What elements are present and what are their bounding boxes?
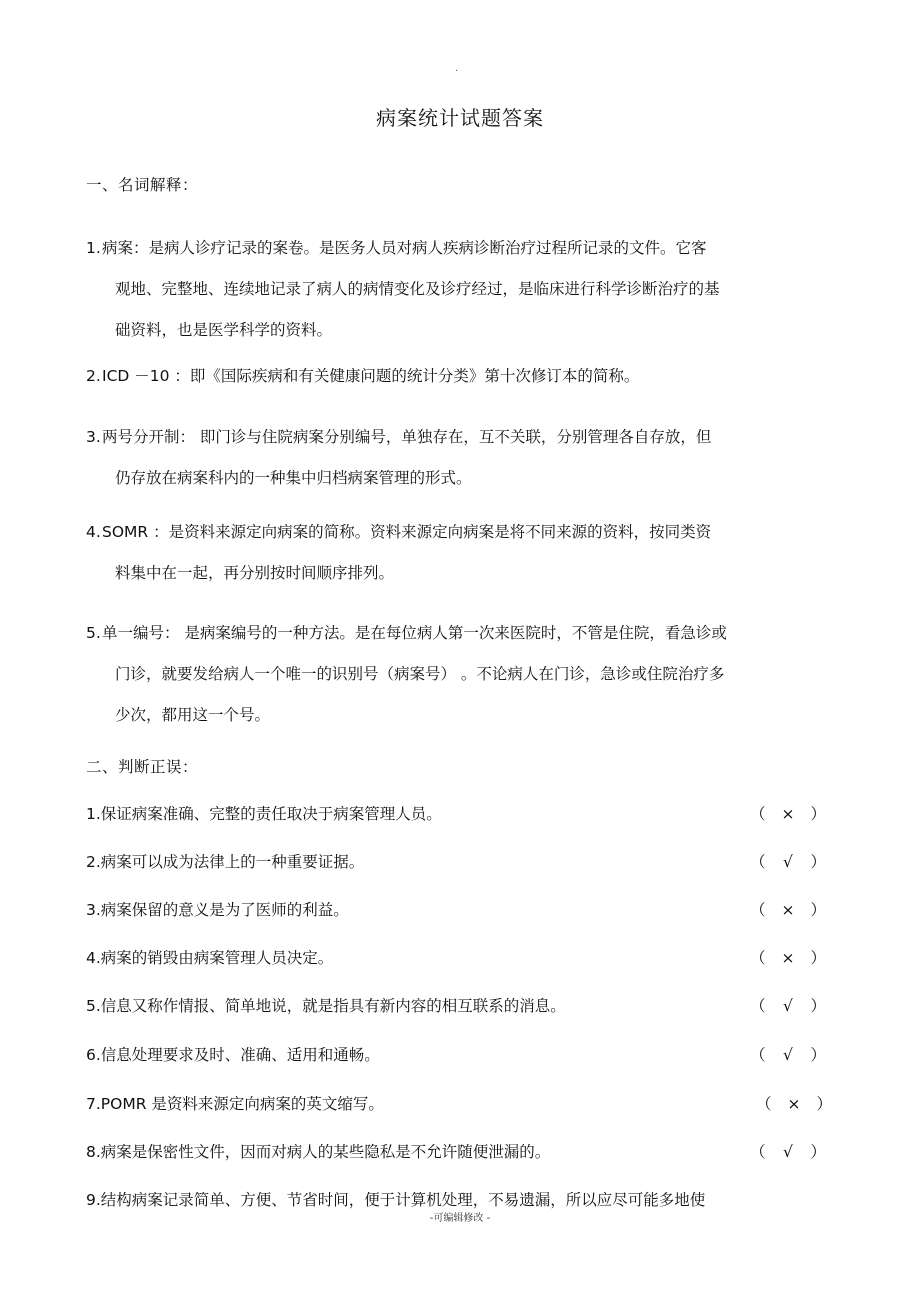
check-mark-icon: √ <box>783 853 793 871</box>
open-paren: （ <box>750 1046 766 1064</box>
true-false-item-7 <box>86 1090 836 1118</box>
header-dot: . <box>455 63 459 74</box>
answer-mark <box>750 1138 826 1166</box>
definition-item-5 <box>86 613 811 736</box>
item-continuation: 仍存放在病案科内的一种集中归档病案管理的形式。 <box>115 469 472 487</box>
item-number: 3. <box>86 901 101 919</box>
item-continuation: 观地、完整地、连续地记录了病人的病情变化及诊疗经过，是临床进行科学诊断治疗的基 <box>115 280 720 298</box>
item-number: 9. <box>86 1191 101 1209</box>
answer-mark <box>756 1090 832 1118</box>
answer-mark <box>750 1041 826 1069</box>
item-text-wrap <box>86 944 333 972</box>
close-paren: ） <box>810 949 826 967</box>
page-title: 病案统计试题答案 <box>376 106 544 130</box>
item-statement: 结构病案记录简单、方便、节省时间，便于计算机处理，不易遗漏，所以应尽可能多地使 <box>100 1191 706 1209</box>
true-false-item-3 <box>86 896 836 924</box>
true-false-item-1 <box>86 800 836 828</box>
definition-item-3 <box>86 417 811 499</box>
item-text: 两号分开制： 即门诊与住院病案分别编号，单独存在，互不关联，分别管理各自存放，但 <box>102 428 712 446</box>
item-text-wrap <box>86 1186 705 1214</box>
item-text: SOMR ：是资料来源定向病案的简称。资料来源定向病案是将不同来源的资料，按同类资 <box>102 523 712 541</box>
item-text-wrap <box>86 1138 550 1166</box>
cross-mark-icon: × <box>781 901 795 919</box>
item-statement: 病案的销毁由病案管理人员决定。 <box>100 949 334 967</box>
item-number: 8. <box>86 1143 101 1161</box>
true-false-item-4 <box>86 944 836 972</box>
cross-mark-icon: × <box>787 1095 801 1113</box>
item-number: 2. <box>86 853 101 871</box>
item-statement: 病案保留的意义是为了医师的利益。 <box>100 901 349 919</box>
true-false-item-6 <box>86 1041 836 1069</box>
true-false-item-2 <box>86 848 836 876</box>
close-paren: ） <box>810 1046 826 1064</box>
definition-item-1 <box>86 228 811 351</box>
cross-mark-icon: × <box>781 949 795 967</box>
item-continuation: 料集中在一起，再分别按时间顺序排列。 <box>115 564 395 582</box>
answer-mark <box>750 944 826 972</box>
item-text: ICD －10 ：即《国际疾病和有关健康问题的统计分类》第十次修订本的简称。 <box>102 367 640 385</box>
item-text-wrap <box>86 800 442 828</box>
item-text-wrap <box>86 992 566 1020</box>
open-paren: （ <box>750 1143 766 1161</box>
answer-mark <box>750 992 826 1020</box>
true-false-item-5 <box>86 992 836 1020</box>
check-mark-icon: √ <box>783 997 793 1015</box>
item-number: 1. <box>86 805 101 823</box>
cross-mark-icon: × <box>781 805 795 823</box>
item-text-wrap <box>86 1090 384 1118</box>
close-paren: ） <box>810 805 826 823</box>
true-false-item-9 <box>86 1186 836 1214</box>
open-paren: （ <box>750 949 766 967</box>
item-statement: POMR 是资料来源定向病案的英文缩写。 <box>100 1095 384 1113</box>
item-text-wrap <box>86 896 349 924</box>
item-text: 单一编号： 是病案编号的一种方法。是在每位病人第一次来医院时，不管是住院，看急诊或 <box>102 624 727 642</box>
page-footer: -可编辑修改 - <box>429 1213 491 1224</box>
item-number: 6. <box>86 1046 101 1064</box>
item-statement: 信息处理要求及时、准确、适用和通畅。 <box>100 1046 380 1064</box>
answer-mark <box>750 800 826 828</box>
item-continuation: 础资料，也是医学科学的资料。 <box>115 321 333 339</box>
close-paren: ） <box>816 1095 832 1113</box>
check-mark-icon: √ <box>783 1046 793 1064</box>
open-paren: （ <box>750 853 766 871</box>
item-text-wrap <box>86 848 364 876</box>
open-paren: （ <box>750 805 766 823</box>
item-statement: 病案可以成为法律上的一种重要证据。 <box>100 853 365 871</box>
item-text: 病案：是病人诊疗记录的案卷。是医务人员对病人疾病诊断治疗过程所记录的文件。它客 <box>102 239 707 257</box>
item-statement: 保证病案准确、完整的责任取决于病案管理人员。 <box>100 805 442 823</box>
close-paren: ） <box>810 997 826 1015</box>
true-false-item-8 <box>86 1138 836 1166</box>
item-number: 4. <box>86 523 101 541</box>
item-number: 3. <box>86 428 101 446</box>
item-continuation: 少次，都用这一个号。 <box>115 706 271 724</box>
item-number: 1. <box>86 239 101 257</box>
section-heading-true-false: 二、判断正误： <box>86 758 199 776</box>
close-paren: ） <box>810 853 826 871</box>
item-statement: 信息又称作情报、简单地说，就是指具有新内容的相互联系的消息。 <box>100 997 566 1015</box>
item-statement: 病案是保密性文件，因而对病人的某些隐私是不允许随便泄漏的。 <box>100 1143 551 1161</box>
item-number: 4. <box>86 949 101 967</box>
close-paren: ） <box>810 1143 826 1161</box>
check-mark-icon: √ <box>783 1143 793 1161</box>
section-heading-definitions: 一、名词解释： <box>86 176 199 194</box>
open-paren: （ <box>750 901 766 919</box>
open-paren: （ <box>750 997 766 1015</box>
definition-item-4 <box>86 512 811 594</box>
item-text-wrap <box>86 1041 380 1069</box>
definition-item-2 <box>86 356 811 397</box>
close-paren: ） <box>810 901 826 919</box>
item-continuation: 门诊，就要发给病人一个唯一的识别号（病案号） 。不论病人在门诊，急诊或住院治疗多 <box>115 665 725 683</box>
open-paren: （ <box>756 1095 772 1113</box>
item-number: 5. <box>86 624 101 642</box>
item-number: 7. <box>86 1095 101 1113</box>
answer-mark <box>750 896 826 924</box>
item-number: 2. <box>86 367 101 385</box>
answer-mark <box>750 848 826 876</box>
item-number: 5. <box>86 997 101 1015</box>
